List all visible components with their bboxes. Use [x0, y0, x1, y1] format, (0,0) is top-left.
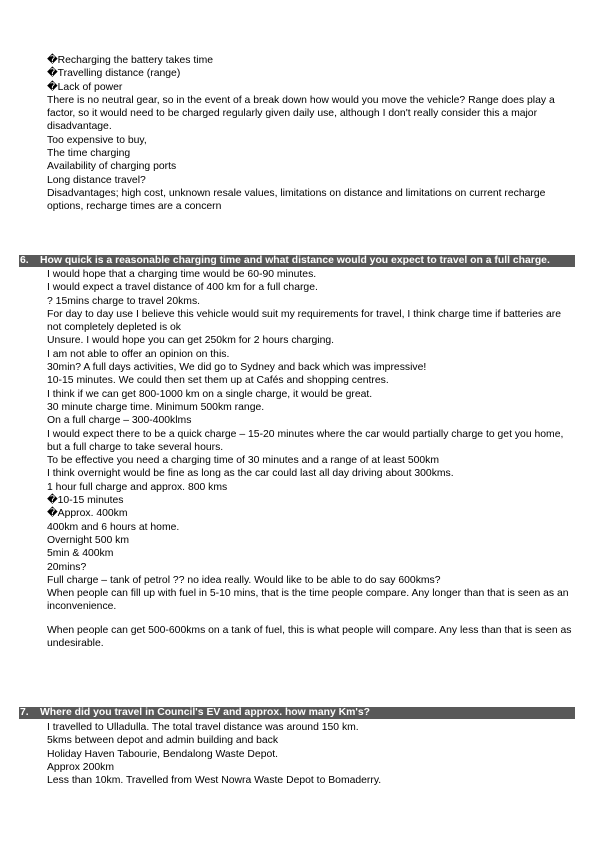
answer-line: I would expect there to be a quick charge – 15-20 minutes where the car would partially charge to get you home, but a full charge to take several hours. [47, 428, 564, 453]
answer-line: 30 minute charge time. Minimum 500km range. [47, 401, 265, 413]
answer-line: I travelled to Ulladulla. The total travel distance was around 150 km. [47, 722, 359, 733]
previous-answers [47, 54, 575, 214]
answer-line: �Recharging the battery takes time [47, 55, 214, 66]
answer-line: Overnight 500 km [47, 534, 130, 546]
answer-line: I would expect a travel distance of 400 km for a full charge. [47, 282, 318, 294]
answer-line: To be effective you need a charging time of 30 minutes and a range of at least 500km [47, 455, 440, 467]
answer-line: �Travelling distance (range) [47, 68, 181, 80]
answer-line: 1 hour full charge and approx. 800 kms [47, 481, 228, 493]
answer-line: I think if we can get 800-1000 km on a single charge, it would be great. [47, 388, 373, 400]
answer-line: Unsure. I would hope you can get 250km for 2 hours charging. [47, 335, 335, 347]
answer-line: Less than 10km. Travelled from West Nowra Waste Depot to Bomaderry. [47, 775, 382, 787]
question-title: Where did you travel in Council's EV and approx. how many Km's? [40, 707, 370, 718]
answer-line: The time charging [47, 148, 131, 160]
answer-line: Holiday Haven Tabourie, Bendalong Waste Depot. [47, 748, 279, 760]
answer-line: Disadvantages; high cost, unknown resale values, limitations on distance and limitations on current recharge options, recharge times are a concern [47, 187, 546, 213]
question-6-header [19, 255, 575, 267]
answer-line: 20mins? [47, 561, 87, 573]
answer-line: 5min & 400km [47, 548, 114, 560]
answer-line: On a full charge – 300-400klms [47, 415, 192, 427]
answer-line: When people can get 500-600kms on a tank of fuel, this is what people will compare. Any less than that is seen as undesirable. [47, 624, 572, 650]
answer-line: 30min? A full days activities, We did go to Sydney and back which was impressive! [47, 362, 427, 374]
answer-line: I would hope that a charging time would be 60-90 minutes. [47, 269, 317, 280]
answer-line: Too expensive to buy, [47, 134, 147, 146]
answer-line: 10-15 minutes. We could then set them up at Cafés and shopping centres. [47, 375, 389, 387]
answer-line: Full charge – tank of petrol ?? no idea really. Would like to be able to do say 600kms? [47, 574, 441, 586]
question-7-answers [47, 721, 575, 787]
answer-line: Availability of charging ports [47, 161, 177, 173]
answer-line: �Approx. 400km [47, 508, 128, 520]
answer-line: Approx 200km [47, 761, 114, 773]
answer-line: 5kms between depot and admin building and back [47, 735, 279, 747]
answer-line: �Lack of power [47, 81, 123, 93]
answer-line: Long distance travel? [47, 174, 146, 186]
question-number: 7. [20, 707, 29, 718]
question-6-answers [47, 268, 575, 650]
question-7-header [19, 707, 575, 719]
answer-line: ? 15mins charge to travel 20kms. [47, 295, 201, 307]
answer-line: For day to day use I believe this vehicle would suit my requirements for travel, I think charge time if batteries are not completely depleted is ok [47, 308, 561, 334]
answer-line: 400km and 6 hours at home. [47, 521, 180, 533]
answer-line: �10-15 minutes [47, 495, 124, 507]
paragraph-gap [47, 614, 575, 624]
question-number: 6. [20, 255, 29, 266]
question-title: How quick is a reasonable charging time and what distance would you expect to travel on a full charge. [40, 255, 550, 266]
answer-line: I am not able to offer an opinion on this. [47, 348, 230, 360]
answer-line: When people can fill up with fuel in 5-10 mins, that is the time people compare. Any longer than that is seen as an inconvenience. [47, 588, 569, 613]
answer-line: There is no neutral gear, so in the event of a break down how would you move the vehicle? Range does play a factor, so it would need to be charged regularly given daily use, although I don't really consider this a major disadvantage. [47, 94, 555, 133]
answer-line: I think overnight would be fine as long as the car could last all day driving about 300kms. [47, 468, 454, 480]
